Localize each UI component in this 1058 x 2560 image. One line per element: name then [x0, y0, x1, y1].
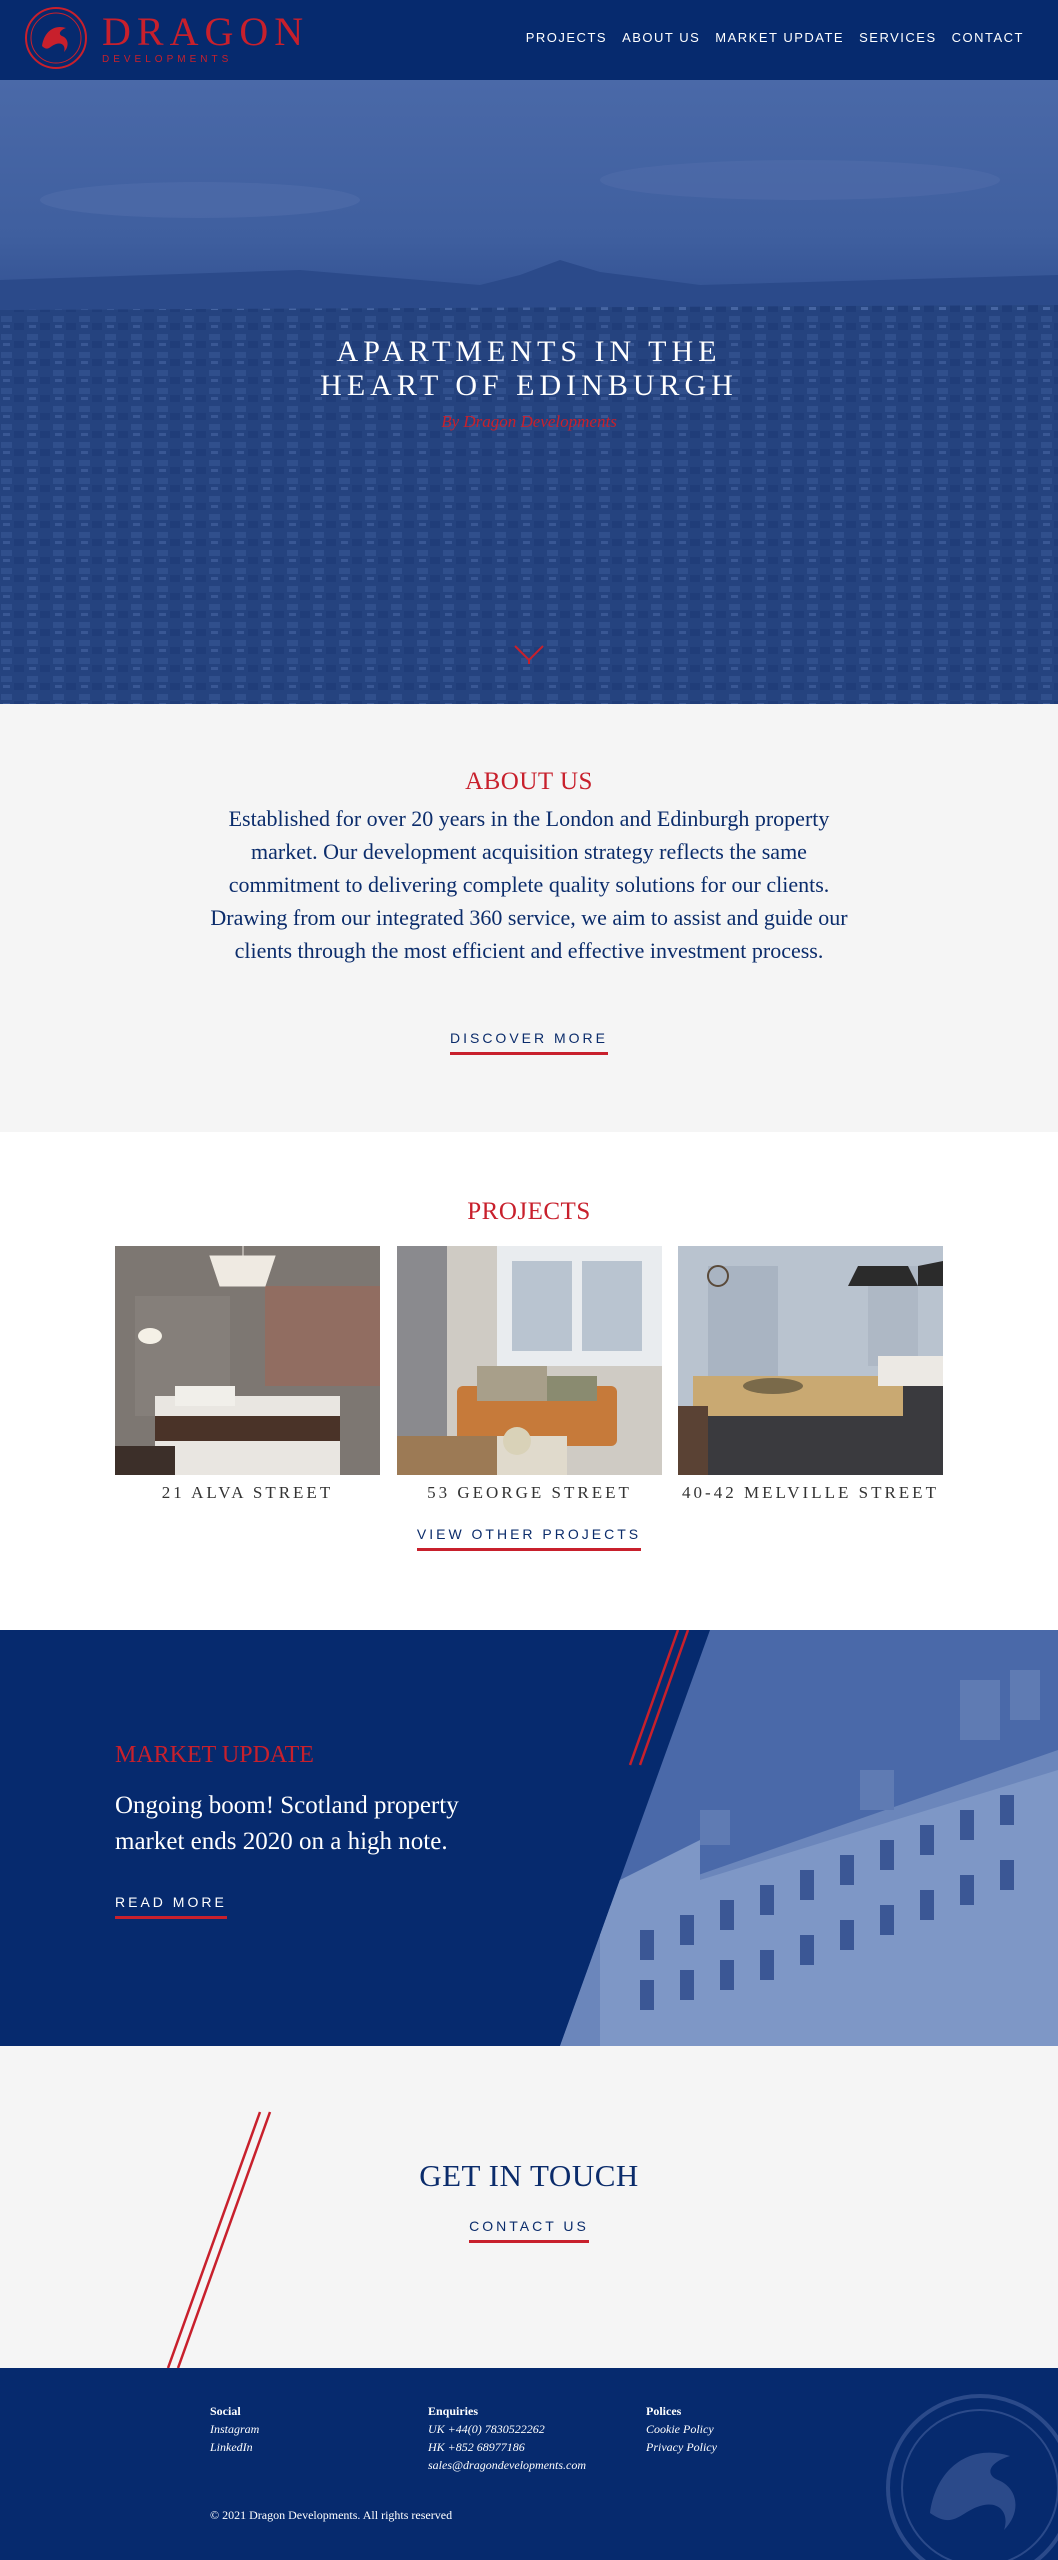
footer-enquiries-heading: Enquiries — [428, 2404, 479, 2418]
site-logo[interactable] — [24, 6, 309, 70]
about-section — [0, 704, 1058, 1132]
site-header — [0, 0, 1058, 80]
chevron-down-icon[interactable] — [513, 642, 545, 666]
market-update-heading: MARKET UPDATE — [115, 1742, 314, 1768]
dragon-seal-icon — [24, 6, 88, 70]
privacy-policy-link[interactable]: Privacy Policy — [646, 2440, 717, 2454]
read-more-link[interactable]: READ MORE — [115, 1894, 227, 1919]
contact-us-link[interactable]: CONTACT US — [469, 2218, 589, 2243]
footer-enquiries — [428, 2402, 586, 2474]
nav-services[interactable]: SERVICES — [859, 30, 937, 45]
logo-subtitle: DEVELOPMENTS — [102, 53, 233, 65]
project-card[interactable] — [115, 1246, 380, 1503]
contact-section — [0, 2046, 1058, 2368]
project-label: 40-42 MELVILLE STREET — [682, 1483, 939, 1502]
footer-social-heading: Social — [210, 2404, 241, 2418]
project-label: 53 GEORGE STREET — [427, 1483, 632, 1502]
discover-more-link[interactable]: DISCOVER MORE — [450, 1030, 608, 1055]
nav-contact[interactable]: CONTACT — [951, 30, 1024, 45]
main-nav — [511, 30, 1024, 45]
instagram-link[interactable]: Instagram — [210, 2422, 260, 2436]
cookie-policy-link[interactable]: Cookie Policy — [646, 2422, 714, 2436]
about-heading: ABOUT US — [465, 768, 593, 795]
nav-projects[interactable]: PROJECTS — [525, 30, 608, 45]
contact-heading: GET IN TOUCH — [419, 2158, 639, 2193]
project-card[interactable] — [678, 1246, 943, 1503]
footer-social — [210, 2402, 259, 2456]
copyright: © 2021 Dragon Developments. All rights reserved — [210, 2508, 453, 2522]
project-image-bedroom[interactable] — [115, 1246, 380, 1475]
market-update-section — [0, 1630, 1058, 2046]
project-label: 21 ALVA STREET — [161, 1483, 334, 1502]
view-other-projects-link[interactable]: VIEW OTHER PROJECTS — [417, 1526, 641, 1551]
logo-name: DRAGON — [102, 8, 310, 54]
hk-phone-link[interactable]: HK +852 68977186 — [428, 2440, 525, 2454]
project-image-kitchen[interactable] — [678, 1246, 943, 1475]
site-footer — [0, 2368, 1058, 2560]
uk-phone-link[interactable]: UK +44(0) 7830522262 — [428, 2422, 545, 2436]
projects-section — [0, 1132, 1058, 1630]
footer-polices — [646, 2402, 717, 2456]
project-card[interactable] — [397, 1246, 662, 1503]
email-link[interactable]: sales@dragondevelopments.com — [428, 2458, 587, 2472]
projects-heading: PROJECTS — [467, 1198, 591, 1225]
hero-title-line-2: HEART OF EDINBURGH — [320, 369, 738, 402]
market-update-headline: Ongoing boom! Scotland property market ends 2020 on a high note. — [115, 1792, 459, 1855]
nav-about-us[interactable]: ABOUT US — [622, 30, 701, 45]
linkedin-link[interactable]: LinkedIn — [210, 2440, 253, 2454]
dragon-seal-icon — [880, 2388, 1058, 2560]
project-image-living-room[interactable] — [397, 1246, 662, 1475]
hero-subtitle: By Dragon Developments — [441, 412, 617, 431]
footer-polices-heading: Polices — [646, 2404, 682, 2418]
hero-banner — [0, 80, 1058, 704]
about-text: Established for over 20 years in the London and Edinburgh property market. Our development acquisition strategy reflects the same commitment to delivering complete quality solutions for our clients. Drawing from our integrated 360 service, we aim to assist and guide our clients through the most efficient and effective investment process. — [210, 806, 848, 963]
hero-title-line-1: APARTMENTS IN THE — [336, 335, 722, 368]
hero-title — [0, 335, 1058, 403]
nav-market-update[interactable]: MARKET UPDATE — [715, 30, 845, 45]
decorative-lines — [0, 2046, 1058, 2368]
